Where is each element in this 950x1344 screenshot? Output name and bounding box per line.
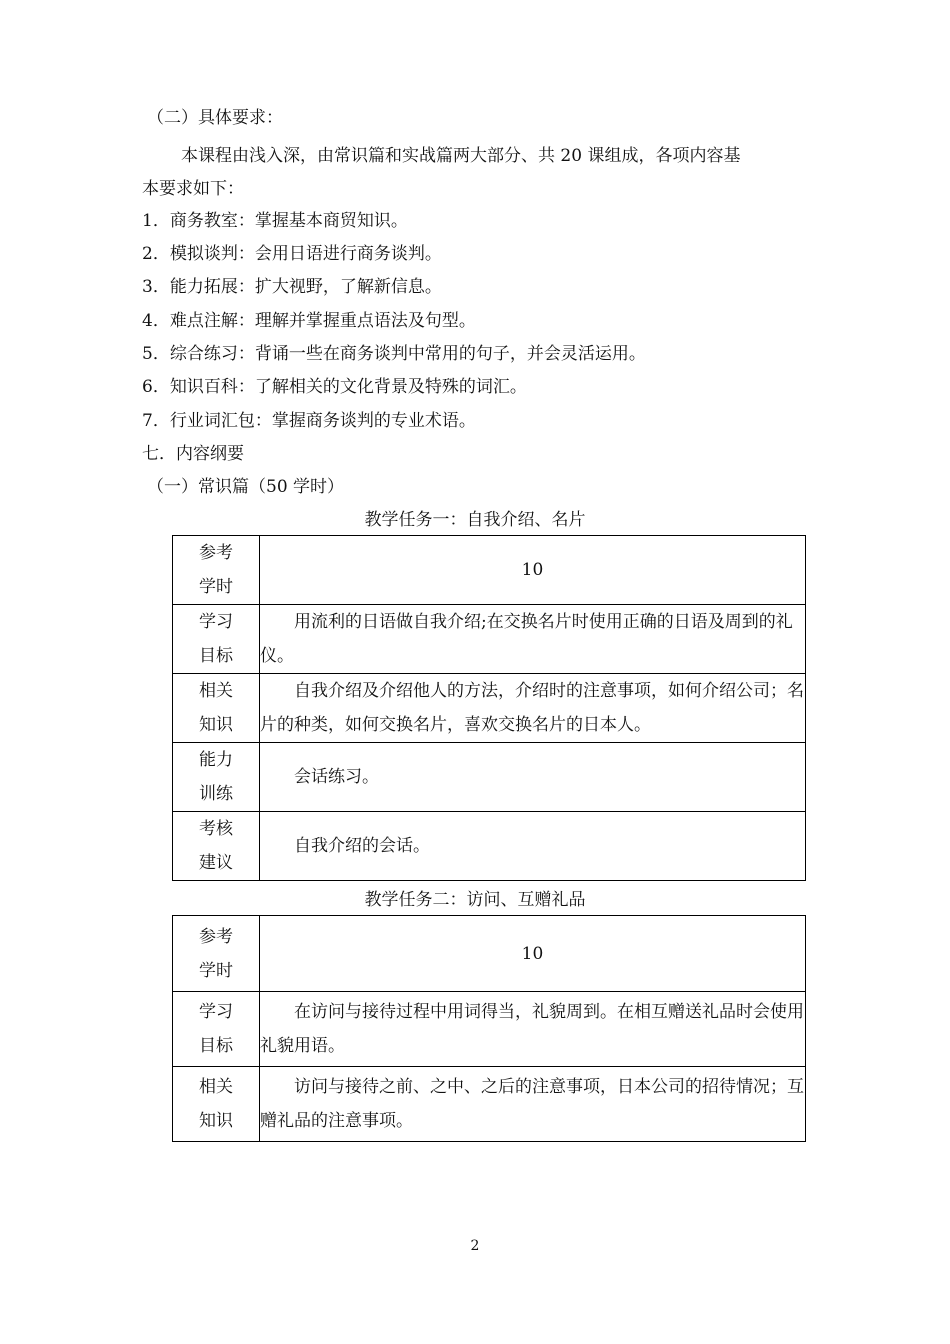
row-content: 10 — [260, 536, 806, 605]
requirement-item: 4．难点注解：理解并掌握重点语法及句型。 — [142, 311, 476, 331]
table-row — [173, 743, 806, 812]
task2-caption: 教学任务二：访问、互赠礼品 — [364, 890, 586, 910]
row-content: 10 — [260, 916, 806, 992]
table-row — [173, 812, 806, 881]
row-label: 学习 目标 — [173, 992, 260, 1067]
intro-line-1: 本课程由浅入深，由常识篇和实战篇两大部分、共 20 课组成，各项内容基 — [181, 146, 741, 166]
row-content: 自我介绍的会话。 — [260, 812, 806, 881]
row-label: 能力 训练 — [173, 743, 260, 812]
row-label: 相关 知识 — [173, 1067, 260, 1142]
requirement-item: 5．综合练习：背诵一些在商务谈判中常用的句子，并会灵活运用。 — [142, 344, 646, 364]
requirement-item: 6．知识百科：了解相关的文化背景及特殊的词汇。 — [142, 377, 527, 397]
chapter-heading: 七．内容纲要 — [142, 444, 244, 464]
requirement-item: 3．能力拓展：扩大视野，了解新信息。 — [142, 277, 442, 297]
requirement-item: 7．行业词汇包：掌握商务谈判的专业术语。 — [142, 411, 476, 431]
row-content: 会话练习。 — [260, 743, 806, 812]
requirement-item: 2．模拟谈判：会用日语进行商务谈判。 — [142, 244, 442, 264]
requirement-item: 1．商务教室：掌握基本商贸知识。 — [142, 211, 408, 231]
row-content: 访问与接待之前、之中、之后的注意事项，日本公司的招待情况；互赠礼品的注意事项。 — [260, 1067, 806, 1142]
row-content: 用流利的日语做自我介绍;在交换名片时使用正确的日语及周到的礼仪。 — [260, 605, 806, 674]
table-row — [173, 674, 806, 743]
section-heading: （二）具体要求： — [147, 108, 283, 128]
row-label: 相关 知识 — [173, 674, 260, 743]
row-content: 在访问与接待过程中用词得当，礼貌周到。在相互赠送礼品时会使用礼貌用语。 — [260, 992, 806, 1067]
part-heading: （一）常识篇（50 学时） — [147, 477, 345, 497]
row-label: 考核 建议 — [173, 812, 260, 881]
page-number: 2 — [470, 1238, 480, 1254]
table-row — [173, 605, 806, 674]
row-label: 参考 学时 — [173, 916, 260, 992]
task2-table — [172, 915, 806, 1142]
row-label: 学习 目标 — [173, 605, 260, 674]
table-row — [173, 536, 806, 605]
table-row — [173, 1067, 806, 1142]
table-row — [173, 916, 806, 992]
task1-table — [172, 535, 806, 881]
row-label: 参考 学时 — [173, 536, 260, 605]
intro-line-2: 本要求如下： — [142, 179, 244, 199]
table-row — [173, 992, 806, 1067]
task1-caption: 教学任务一：自我介绍、名片 — [364, 510, 586, 530]
row-content: 自我介绍及介绍他人的方法，介绍时的注意事项，如何介绍公司；名片的种类，如何交换名片，喜欢交换名片的日本人。 — [260, 674, 806, 743]
